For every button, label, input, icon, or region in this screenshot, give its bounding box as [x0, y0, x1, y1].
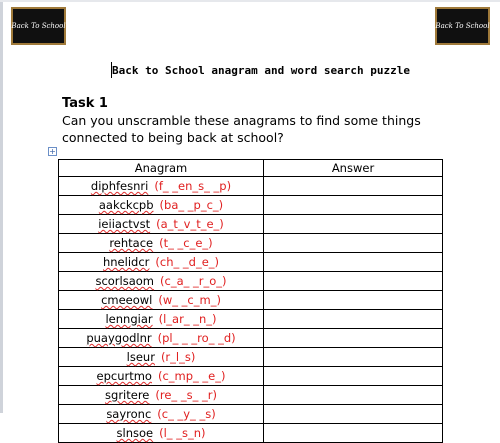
answer-cell[interactable]	[264, 215, 443, 234]
anagram-hint: (ch_ _d_e_)	[155, 255, 220, 269]
anagram-column-header[interactable]: Anagram	[59, 160, 264, 177]
table-row	[59, 329, 443, 348]
anagram-cell[interactable]	[59, 367, 264, 386]
back-to-school-logo-left	[11, 7, 66, 45]
answer-cell[interactable]	[264, 367, 443, 386]
answer-cell[interactable]	[264, 424, 443, 443]
table-header-row	[59, 160, 443, 177]
anagram-word: lseur	[126, 350, 155, 364]
anagram-cell[interactable]	[59, 177, 264, 196]
page-top-edge	[0, 0, 500, 2]
table-row	[59, 253, 443, 272]
anagram-cell[interactable]	[59, 348, 264, 367]
answer-cell[interactable]	[264, 234, 443, 253]
anagram-hint: (r_l_s)	[160, 350, 196, 364]
table-row	[59, 348, 443, 367]
logo-right-text: Back To School	[435, 22, 490, 30]
anagram-hint: (pl_ _ _ro_ _d)	[157, 331, 236, 345]
table-row	[59, 196, 443, 215]
anagram-hint: (c_mp_ _e_)	[157, 369, 226, 383]
anagram-word: slnsoe	[116, 426, 154, 440]
anagram-word: diphfesnri	[90, 179, 149, 193]
anagram-cell[interactable]	[59, 272, 264, 291]
anagram-cell[interactable]	[59, 329, 264, 348]
document-title[interactable]: Back to School anagram and word search puzzle	[112, 64, 411, 77]
anagram-cell[interactable]	[59, 215, 264, 234]
anagram-hint: (l_ar_ _n_)	[158, 312, 217, 326]
anagram-hint: (ba_ _p_c_)	[159, 198, 224, 212]
answer-cell[interactable]	[264, 196, 443, 215]
anagram-word: epcurtmo	[96, 369, 152, 383]
anagram-word: lenngiar	[105, 312, 153, 326]
anagram-word: hnelidcr	[102, 255, 150, 269]
back-to-school-logo-right	[435, 7, 490, 45]
table-row	[59, 291, 443, 310]
task-heading[interactable]: Task 1	[62, 96, 108, 111]
table-move-handle-icon[interactable]: +	[49, 146, 56, 156]
answer-cell[interactable]	[264, 329, 443, 348]
answer-cell[interactable]	[264, 348, 443, 367]
anagram-word: ieiiactvst	[98, 217, 151, 231]
anagram-hint: (re_ _s_ _r)	[155, 388, 217, 402]
table-row	[59, 177, 443, 196]
answer-cell[interactable]	[264, 405, 443, 424]
table-row	[59, 310, 443, 329]
anagram-hint: (c_a_ _r_o_)	[160, 274, 227, 288]
anagram-cell[interactable]	[59, 386, 264, 405]
table-row	[59, 386, 443, 405]
table-row	[59, 367, 443, 386]
anagram-cell[interactable]	[59, 196, 264, 215]
anagram-word: aakckcpb	[98, 198, 154, 212]
answer-cell[interactable]	[264, 272, 443, 291]
answer-column-header[interactable]: Answer	[264, 160, 443, 177]
anagram-cell[interactable]	[59, 405, 264, 424]
table-row	[59, 234, 443, 253]
task-instructions[interactable]: Can you unscramble these anagrams to find some things connected to being back at school?	[62, 113, 421, 145]
page-edge	[0, 0, 3, 413]
anagram-cell[interactable]	[59, 234, 264, 253]
anagram-hint: (l_ _s_n)	[159, 426, 206, 440]
answer-cell[interactable]	[264, 177, 443, 196]
logo-left-text: Back To School	[11, 22, 66, 30]
anagram-word: sgritere	[105, 388, 150, 402]
anagram-cell[interactable]	[59, 424, 264, 443]
anagram-hint: (w_ _c_m_)	[158, 293, 221, 307]
anagram-hint: (a_t_v_t_e_)	[156, 217, 224, 231]
table-row	[59, 215, 443, 234]
table-row	[59, 424, 443, 443]
anagram-hint: (t_ _c_e_)	[159, 236, 213, 250]
anagram-word: cmeeowl	[101, 293, 153, 307]
anagram-word: rehtace	[109, 236, 154, 250]
anagram-cell[interactable]	[59, 291, 264, 310]
answer-cell[interactable]	[264, 386, 443, 405]
anagram-table[interactable]	[58, 159, 443, 443]
table-row	[59, 272, 443, 291]
anagram-word: sayronc	[106, 407, 152, 421]
table-row	[59, 405, 443, 424]
answer-cell[interactable]	[264, 253, 443, 272]
anagram-word: puaygodlnr	[86, 331, 152, 345]
anagram-word: scorlsaom	[95, 274, 155, 288]
answer-cell[interactable]	[264, 291, 443, 310]
answer-cell[interactable]	[264, 310, 443, 329]
anagram-hint: (c_ _y_ _s)	[157, 407, 216, 421]
anagram-cell[interactable]	[59, 310, 264, 329]
anagram-cell[interactable]	[59, 253, 264, 272]
anagram-hint: (f_ _en_s_ _p)	[154, 179, 232, 193]
